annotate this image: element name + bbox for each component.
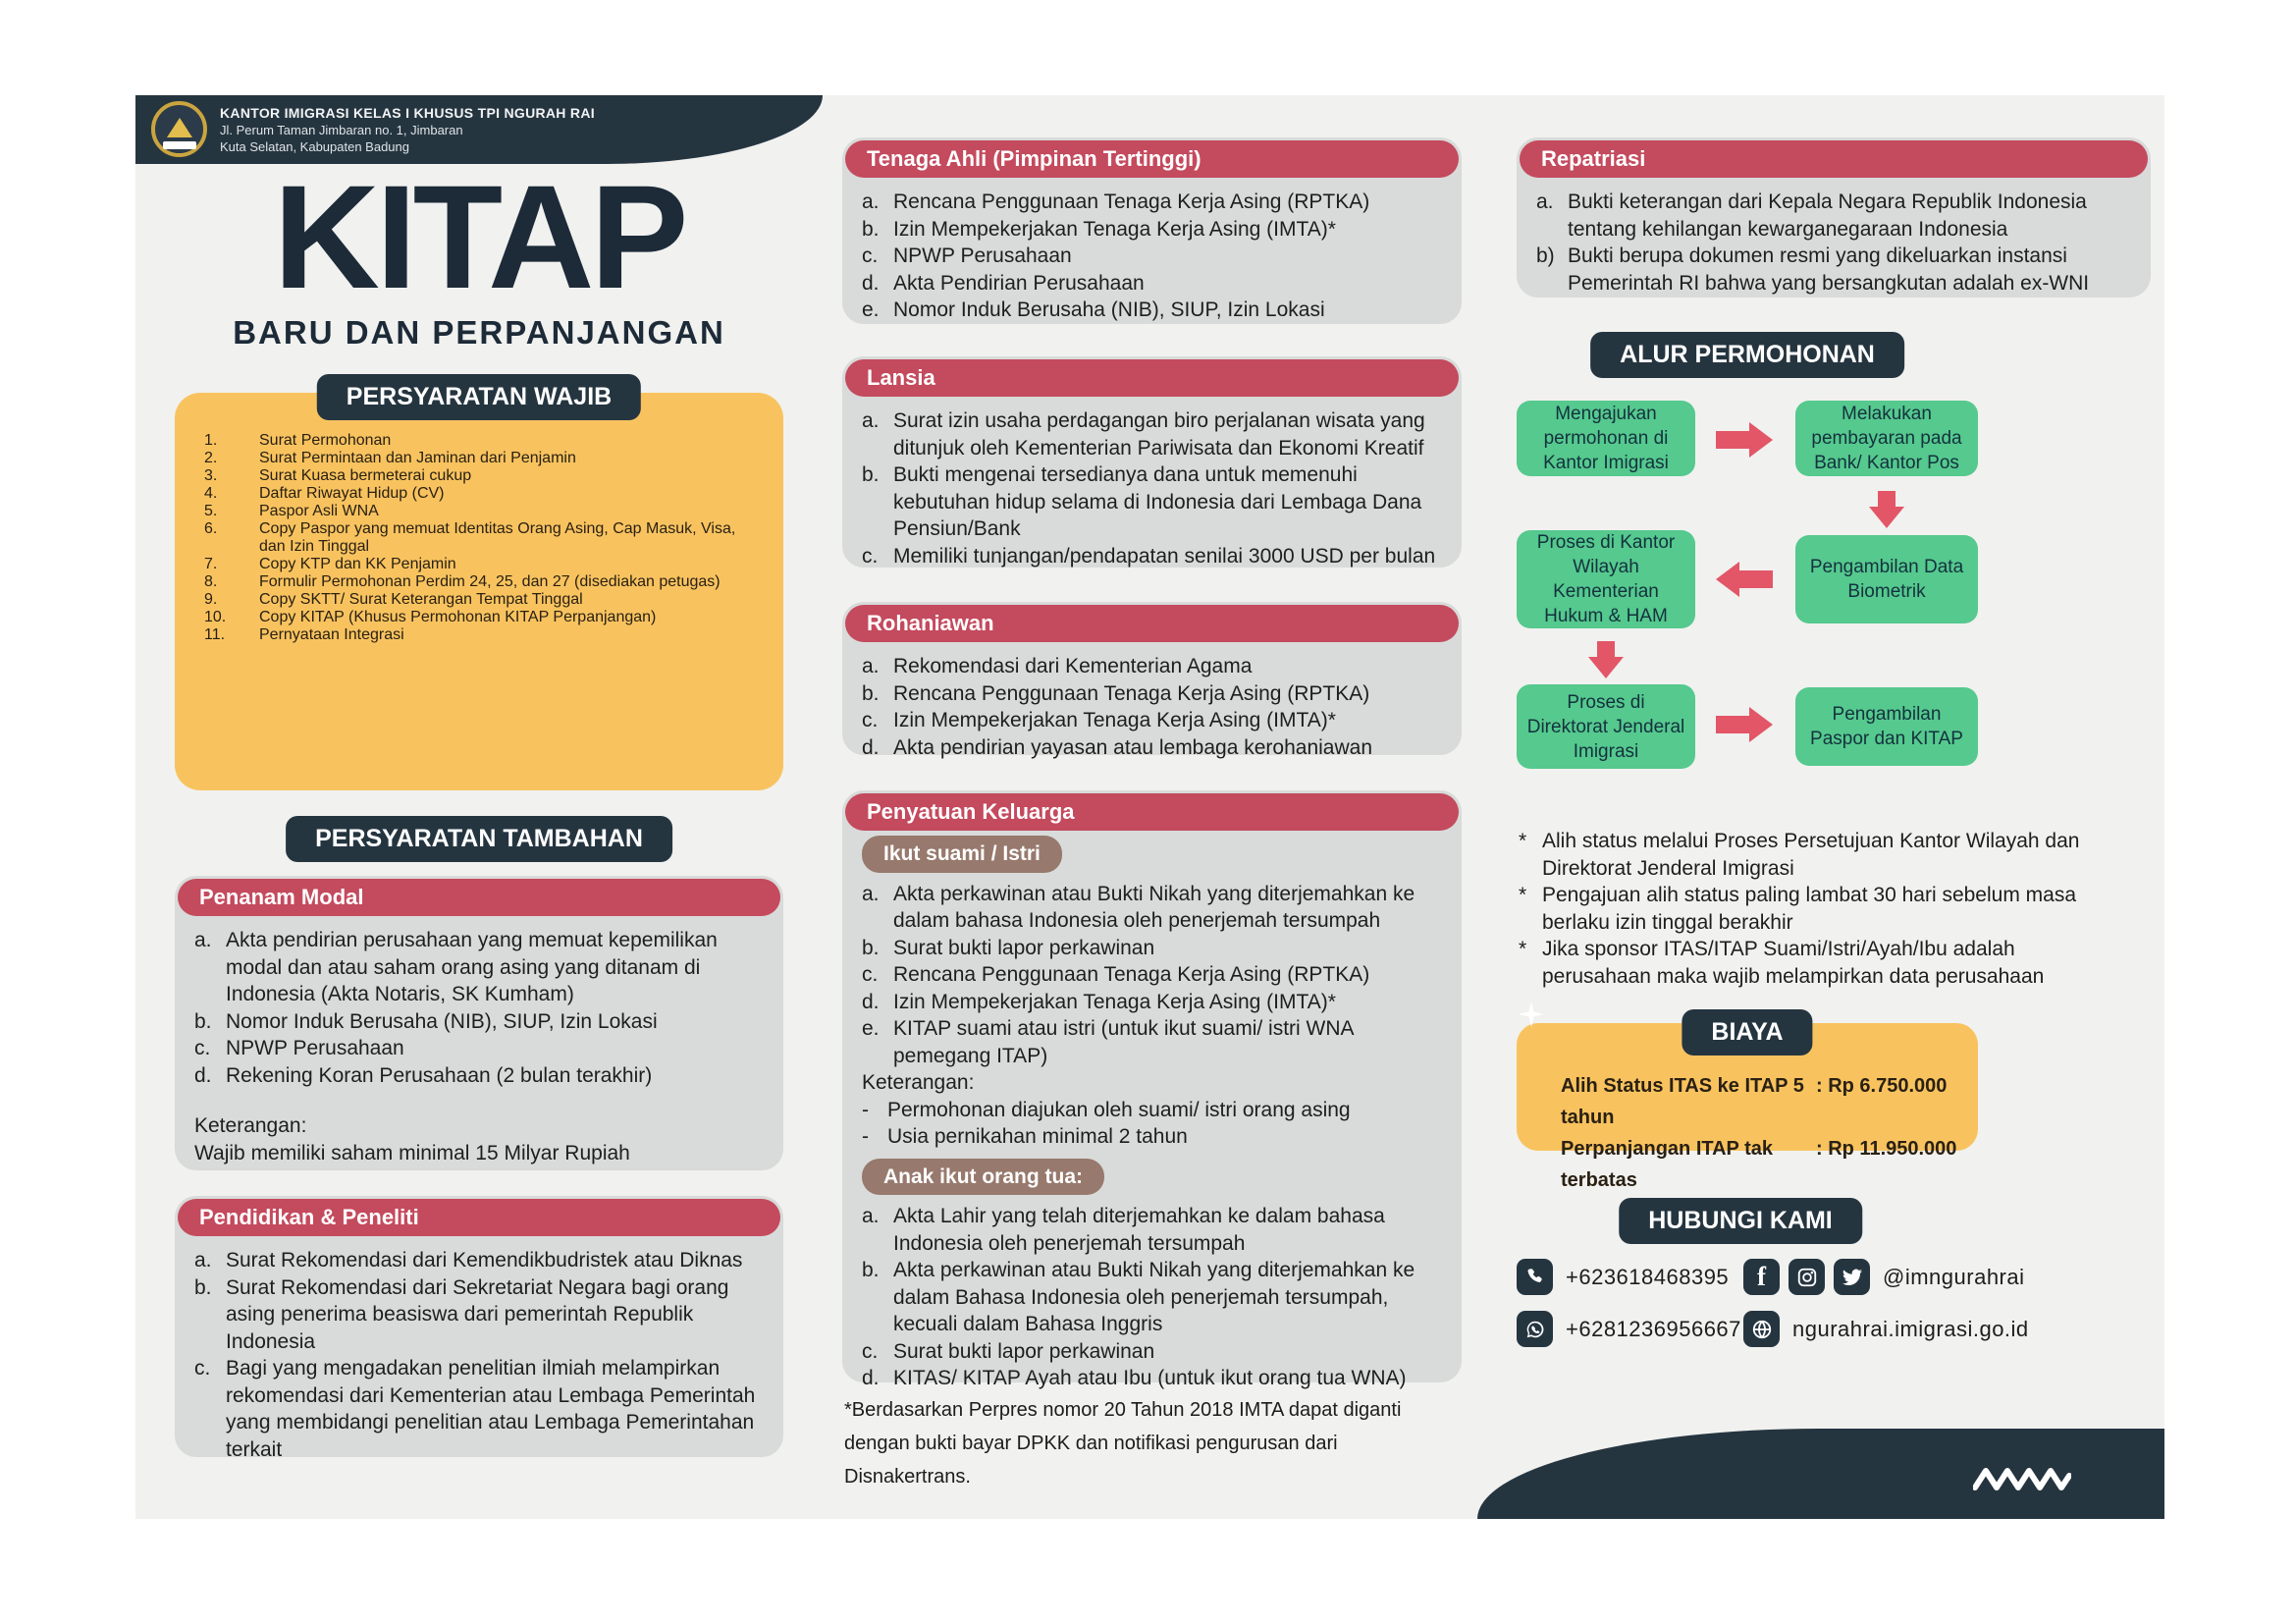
list-item: c. Surat bukti lapor perkawinan <box>862 1339 1155 1363</box>
contact-social <box>1743 1259 2025 1295</box>
list-item: c. Rencana Penggunaan Tenaga Kerja Asing (RPTKA) <box>862 963 1370 986</box>
note-item: * Jika sponsor ITAS/ITAP Suami/Istri/Ayah/Ibu adalah perusahaan maka wajib melampirkan data perusahaan <box>1519 938 2045 988</box>
list-item: 11. Pernyataan Integrasi <box>204 626 404 643</box>
rohaniawan-card <box>842 602 1462 759</box>
list-item: b. Surat Rekomendasi dari Sekretariat Negara bagi orang asing penerima beasiswa dari pemerintah Republik Indonesia <box>194 1275 729 1353</box>
right-column <box>1517 95 2151 1519</box>
list-item: a. Rencana Penggunaan Tenaga Kerja Asing (RPTKA) <box>862 190 1370 213</box>
heading-persyaratan-wajib: PERSYARATAN WAJIB <box>317 374 641 420</box>
social-handle: @imngurahrai <box>1883 1264 2025 1289</box>
list-item: 1. Surat Permohonan <box>204 432 392 449</box>
lansia-card <box>842 356 1462 568</box>
note-item: * Pengajuan alih status paling lambat 30 hari sebelum masa berlaku izin tinggal berakhir <box>1519 884 2077 934</box>
page-title: KITAP <box>273 154 685 319</box>
persyaratan-wajib-box <box>175 393 783 790</box>
left-column <box>175 95 783 1519</box>
list-item: 5. Paspor Asli WNA <box>204 503 379 519</box>
biaya-row: Perpanjangan ITAP tak terbatas : Rp 11.950.000 <box>1561 1138 1957 1191</box>
arrow-down-icon <box>1869 491 1904 528</box>
list-item: e. Nomor Induk Berusaha (NIB), SIUP, Izin Lokasi <box>862 298 1325 321</box>
flow-step-4: Proses di Kantor Wilayah Kementerian Hukum & HAM <box>1517 530 1695 628</box>
section-header-pendidikan: Pendidikan & Peneliti <box>178 1199 780 1236</box>
flow-step-1: Mengajukan permohonan di Kantor Imigrasi <box>1517 401 1695 476</box>
instagram-icon <box>1789 1259 1825 1295</box>
website-url: ngurahrai.imigrasi.go.id <box>1792 1316 2029 1341</box>
list-item: 3. Surat Kuasa bermeterai cukup <box>204 467 472 484</box>
list-item: d. KITAS/ KITAP Ayah atau Ibu (untuk ikut orang tua WNA) <box>862 1367 1407 1389</box>
office-address-1: Jl. Perum Taman Jimbaran no. 1, Jimbaran <box>220 123 463 137</box>
list-item: b. Surat bukti lapor perkawinan <box>862 936 1155 959</box>
facebook-icon: f <box>1743 1259 1780 1295</box>
list-item: b. Izin Mempekerjakan Tenaga Kerja Asing (IMTA)* <box>862 217 1336 241</box>
list-item: c. NPWP Perusahaan <box>862 244 1072 267</box>
list-item: b. Nomor Induk Berusaha (NIB), SIUP, Izin Lokasi <box>194 1009 658 1033</box>
heading-persyaratan-tambahan: PERSYARATAN TAMBAHAN <box>286 816 672 862</box>
section-header-repatriasi: Repatriasi <box>1520 140 2148 178</box>
list-item: - Usia pernikahan minimal 2 tahun <box>862 1125 1188 1148</box>
list-item: a. Akta perkawinan atau Bukti Nikah yang diterjemahkan ke dalam bahasa Indonesia oleh penerjemah tersumpah <box>862 882 1415 932</box>
arrow-right-icon <box>1716 422 1773 458</box>
application-flowchart <box>1517 401 1978 769</box>
section-header-tenaga-ahli: Tenaga Ahli (Pimpinan Tertinggi) <box>845 140 1459 178</box>
list-item: 4. Daftar Riwayat Hidup (CV) <box>204 485 445 502</box>
list-item: a. Surat izin usaha perdagangan biro perjalanan wisata yang ditunjuk oleh Kementerian Pariwisata dan Ekonomi Kreatif <box>862 409 1425 460</box>
imta-footnote: *Berdasarkan Perpres nomor 20 Tahun 2018 IMTA dapat diganti dengan bukti bayar DPKK dan notifikasi pengurusan dari Disnakertrans. <box>844 1399 1402 1488</box>
note-text: Wajib memiliki saham minimal 15 Milyar Rupiah <box>194 1141 630 1164</box>
whatsapp-icon <box>1517 1311 1553 1347</box>
page-subtitle: BARU DAN PERPANJANGAN <box>233 314 725 351</box>
list-item: b. Bukti mengenai tersedianya dana untuk memenuhi kebutuhan hidup selama di Indonesia dari Lembaga Dana Pensiun/Bank <box>862 463 1422 540</box>
heading-biaya: BIAYA <box>1682 1009 1812 1056</box>
list-item: c. Izin Mempekerjakan Tenaga Kerja Asing (IMTA)* <box>862 709 1336 731</box>
whatsapp-number: +6281236956667 <box>1566 1316 1741 1341</box>
note-label: Keterangan: <box>194 1114 307 1137</box>
list-item: 8. Formulir Permohonan Perdim 24, 25, dan 27 (disediakan petugas) <box>204 573 721 590</box>
contact-whatsapp <box>1517 1311 1741 1347</box>
list-item: b) Bukti berupa dokumen resmi yang dikeluarkan instansi Pemerintah RI bahwa yang bersangkutan adalah ex-WNI <box>1536 244 2090 295</box>
list-item: b. Akta perkawinan atau Bukti Nikah yang diterjemahkan ke dalam Bahasa Indonesia oleh penerjemah tersumpah, kecuali dalam Bahasa Inggris <box>862 1259 1415 1335</box>
list-item: c. Bagi yang mengadakan penelitian ilmiah melampirkan rekomendasi dari Kementerian atau Lembaga Pemerintah yang membidangi penelitian atau Lembaga Pemerintahan terkait <box>194 1357 756 1461</box>
list-item: a. Akta Lahir yang telah diterjemahkan ke dalam bahasa Indonesia oleh penerjemah tersumpah <box>862 1205 1385 1255</box>
sparkle-icon <box>1519 1001 1544 1027</box>
list-item: d. Rekening Koran Perusahaan (2 bulan terakhir) <box>194 1063 653 1087</box>
list-item: 7. Copy KTP dan KK Penjamin <box>204 556 456 572</box>
penanam-modal-card <box>175 876 783 1170</box>
list-item: 9. Copy SKTT/ Surat Keterangan Tempat Tinggal <box>204 591 583 608</box>
contact-website <box>1743 1311 2029 1347</box>
list-item: d. Izin Mempekerjakan Tenaga Kerja Asing (IMTA)* <box>862 990 1336 1013</box>
list-item: a. Rekomendasi dari Kementerian Agama <box>862 655 1253 677</box>
list-item: 10. Copy KITAP (Khusus Permohonan KITAP Perpanjangan) <box>204 609 657 625</box>
subsection-ikut-suami-istri: Ikut suami / Istri <box>862 836 1062 873</box>
tenaga-ahli-card <box>842 137 1462 324</box>
subsection-anak-ikut-orang-tua: Anak ikut orang tua: <box>862 1159 1104 1196</box>
section-header-penyatuan-keluarga: Penyatuan Keluarga <box>845 793 1459 831</box>
section-header-penanam-modal: Penanam Modal <box>178 879 780 916</box>
flow-step-6: Pengambilan Paspor dan KITAP <box>1795 687 1978 766</box>
list-item: d. Akta pendirian yayasan atau lembaga kerohaniawan <box>862 735 1372 759</box>
zigzag-icon <box>1973 1464 2071 1493</box>
flow-step-2: Melakukan pembayaran pada Bank/ Kantor Pos <box>1795 401 1978 476</box>
office-name: KANTOR IMIGRASI KELAS I KHUSUS TPI NGURAH RAI <box>220 105 595 121</box>
list-item: 2. Surat Permintaan dan Jaminan dari Penjamin <box>204 450 576 466</box>
heading-alur-permohonan: ALUR PERMOHONAN <box>1590 332 1904 378</box>
penyatuan-keluarga-card <box>842 790 1462 1389</box>
list-item: a. Surat Rekomendasi dari Kemendikbudristek atau Diknas <box>194 1249 743 1272</box>
arrow-right-icon <box>1716 707 1773 742</box>
list-item: a. Bukti keterangan dari Kepala Negara Republik Indonesia tentang kehilangan kewarganegaraan Indonesia <box>1536 190 2087 241</box>
arrow-left-icon <box>1716 562 1773 597</box>
list-item: a. Akta pendirian perusahaan yang memuat kepemilikan modal dan atau saham orang asing yang ditanam di Indonesia (Akta Notaris, SK Kumham) <box>194 929 718 1005</box>
globe-icon <box>1743 1311 1780 1347</box>
section-header-rohaniawan: Rohaniawan <box>845 605 1459 642</box>
flow-step-5: Proses di Direktorat Jenderal Imigrasi <box>1517 684 1695 769</box>
title-block <box>175 154 783 352</box>
kitap-infographic-poster <box>135 95 2164 1519</box>
list-item: b. Rencana Penggunaan Tenaga Kerja Asing (RPTKA) <box>862 681 1370 705</box>
status-change-notes <box>1519 828 2119 990</box>
flow-step-3: Pengambilan Data Biometrik <box>1795 535 1978 623</box>
list-item: - Permohonan diajukan oleh suami/ istri orang asing <box>862 1098 1351 1121</box>
repatriasi-card <box>1517 137 2151 298</box>
phone-number: +623618468395 <box>1566 1264 1730 1289</box>
arrow-down-icon <box>1588 641 1624 678</box>
list-item: 6. Copy Paspor yang memuat Identitas Orang Asing, Cap Masuk, Visa, dan Izin Tinggal <box>204 520 736 555</box>
list-item: c. Memiliki tunjangan/pendapatan senilai 3000 USD per bulan <box>862 544 1436 568</box>
middle-column <box>842 95 1462 1519</box>
list-item: e. KITAP suami atau istri (untuk ikut suami/ istri WNA pemegang ITAP) <box>862 1017 1354 1067</box>
twitter-icon <box>1834 1259 1870 1295</box>
note-item: * Alih status melalui Proses Persetujuan Kantor Wilayah dan Direktorat Jenderal Imigrasi <box>1519 830 2080 880</box>
list-item: c. NPWP Perusahaan <box>194 1037 404 1059</box>
biaya-row: Alih Status ITAS ke ITAP 5 tahun : Rp 6.750.000 <box>1561 1075 1948 1128</box>
section-header-lansia: Lansia <box>845 359 1459 397</box>
heading-hubungi-kami: HUBUNGI KAMI <box>1619 1198 1862 1244</box>
phone-icon <box>1517 1259 1553 1295</box>
list-item: d. Akta Pendirian Perusahaan <box>862 271 1145 295</box>
contact-phone <box>1517 1259 1729 1295</box>
pendidikan-peneliti-card <box>175 1196 783 1461</box>
office-address-2: Kuta Selatan, Kabupaten Badung <box>220 139 409 154</box>
note-label: Keterangan: <box>862 1071 975 1094</box>
